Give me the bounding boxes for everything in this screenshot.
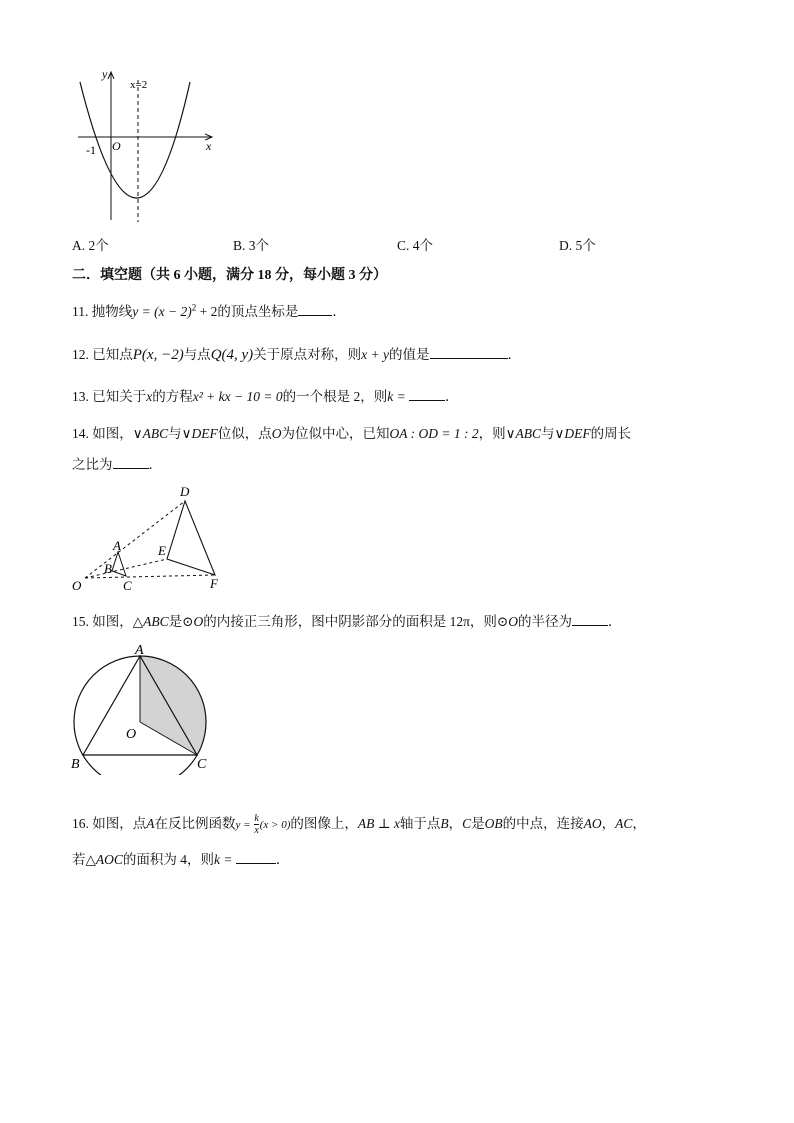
q16-point-a: A [146,816,155,831]
q14-triangle-abc: ∨ABC [132,426,169,441]
ray-od [85,501,185,578]
q12-number: 12. [72,347,93,362]
question-14-line-2 [72,453,162,473]
option-c: C. 4个 [397,238,434,253]
q14-text-6: 与 [541,426,555,441]
inscribed-triangle-figure [66,640,216,775]
q14-text-3: 位似，点 [217,426,272,441]
q12-expr: x + y [361,347,390,362]
label-a: A [113,538,121,553]
q13-text-2: 的方程 [152,389,193,404]
q16-frac-num: k [254,813,259,825]
label-c: C [197,757,207,772]
q14-ratio: OA : OD = 1 : 2 [389,426,479,441]
q16-fraction [254,813,258,836]
q12-text-1: 已知点 [92,347,133,362]
q14-answer-blank [113,456,149,469]
q15-text-2: 是 [168,614,183,629]
symmetry-label: x=2 [130,79,148,91]
q15-text-1: 如图， [92,614,133,629]
q11-text-post: 的顶点坐标是 [217,304,299,319]
q15-text-3: 的内接正三角形，图中阴影部分的面积是 12π，则 [203,614,497,629]
q11-formula-tail: + 2 [196,304,218,319]
q11-answer-blank [298,303,332,316]
q14-text-2: 与 [168,426,182,441]
question-11 [72,300,346,320]
q15-number: 15. [72,614,93,629]
parabola-curve [80,82,190,198]
q12-end: ． [507,347,522,362]
q15-circle-2: ⊙O [496,614,518,629]
q12-text-4: 的值是 [389,347,430,362]
q15-triangle: △ABC [132,614,169,629]
q15-end: ． [607,614,622,629]
q16-segment-ao: AO [583,816,602,831]
q15-answer-blank [572,613,608,626]
q14-number: 14. [72,426,93,441]
q16-text-8: ， [601,816,616,831]
q16-segment-ac: AC [615,816,633,831]
q12-answer-blank [430,346,508,359]
q16-text-9: ， [632,816,646,831]
option-d: D. 5个 [559,238,596,253]
q11-end: ． [332,304,346,319]
q12-point-p: P(x, −2) [132,347,184,363]
label-b: B [104,561,112,576]
q12-text-2: 与点 [183,347,211,362]
parabola-figure [70,62,230,227]
question-16 [72,812,646,836]
label-o: O [126,727,137,742]
q16-text-4: 轴于点 [399,816,441,831]
q14-point-o: O [271,426,282,441]
question-15 [72,610,621,630]
q13-end: ． [445,389,459,404]
label-d: D [180,484,190,499]
x-axis-label: x [206,139,212,153]
question-13 [72,385,459,405]
label-c: C [123,578,132,593]
label-o: O [72,578,82,593]
q16-line2-text-2: 的面积为 4，则 [122,852,215,867]
q16-point-c: C [462,816,472,831]
q16-text-6: 是 [471,816,485,831]
section-title: 二．填空题（共 6 小题，满分 18 分，每小题 3 分） [72,268,387,283]
q12-point-q: Q(4, y) [210,347,254,363]
q14-triangle-def-2: ∨DEF [554,426,591,441]
q16-perp: AB ⊥ x [357,816,400,831]
q16-line2-text-1: 若 [72,852,86,867]
q16-text-2: 在反比例函数 [154,816,236,831]
label-f: F [210,576,218,591]
label-b: B [71,757,80,772]
q16-frac-den: x [254,825,259,837]
q14-text-4: 为位似中心，已知 [281,426,390,441]
q15-circle: ⊙O [182,614,204,629]
q16-point-b: B [440,816,449,831]
q16-text-3: 的图像上， [290,816,358,831]
label-e: E [158,543,166,558]
q13-answer-blank [409,388,445,401]
q16-triangle-aoc: △AOC [85,852,123,867]
homothety-figure [68,482,228,594]
label-a: A [135,643,144,658]
q16-k: k = [214,852,236,867]
option-a: A. 2个 [72,238,109,253]
q16-text-7: 的中点，连接 [502,816,584,831]
q16-func-y: y = [235,819,254,831]
q11-exponent: 2 [191,302,197,313]
q13-var: x [146,389,153,404]
q14-triangle-def: ∨DEF [181,426,218,441]
q16-end: ． [275,852,290,867]
minus-one-label: -1 [86,143,96,157]
q13-number: 13. [72,389,93,404]
q11-formula: y = (x − 2) [132,304,192,319]
q11-number: 11. [72,304,92,319]
q16-answer-blank [236,851,276,864]
q13-k: k = [387,389,410,404]
q14-end: ． [148,457,162,472]
q16-condition: (x > 0) [259,819,291,831]
q14-text-7: 的周长 [590,426,632,441]
option-b: B. 3个 [233,238,270,253]
q16-text-1: 如图，点 [92,816,147,831]
q12-text-3: 关于原点对称，则 [253,347,362,362]
q14-line2-text: 之比为 [72,457,113,472]
q11-text: 抛物线 [91,304,133,319]
question-12 [72,343,521,364]
triangle-def [167,501,215,575]
q13-equation: x² + kx − 10 = 0 [192,389,283,404]
q16-text-5: ， [448,816,463,831]
y-axis-label: y [102,67,108,81]
q15-text-4: 的半径为 [517,614,572,629]
q13-text-3: 的一个根是 2，则 [282,389,388,404]
question-14 [72,422,631,442]
question-16-line-2 [72,848,289,868]
q14-triangle-abc-2: ∨ABC [505,426,542,441]
q16-segment-ob: OB [484,816,503,831]
q16-number: 16. [72,816,93,831]
q14-text-5: ，则 [478,426,506,441]
q14-text-1: 如图， [92,426,133,441]
q13-text-1: 已知关于 [92,389,147,404]
origin-label: O [112,139,121,153]
